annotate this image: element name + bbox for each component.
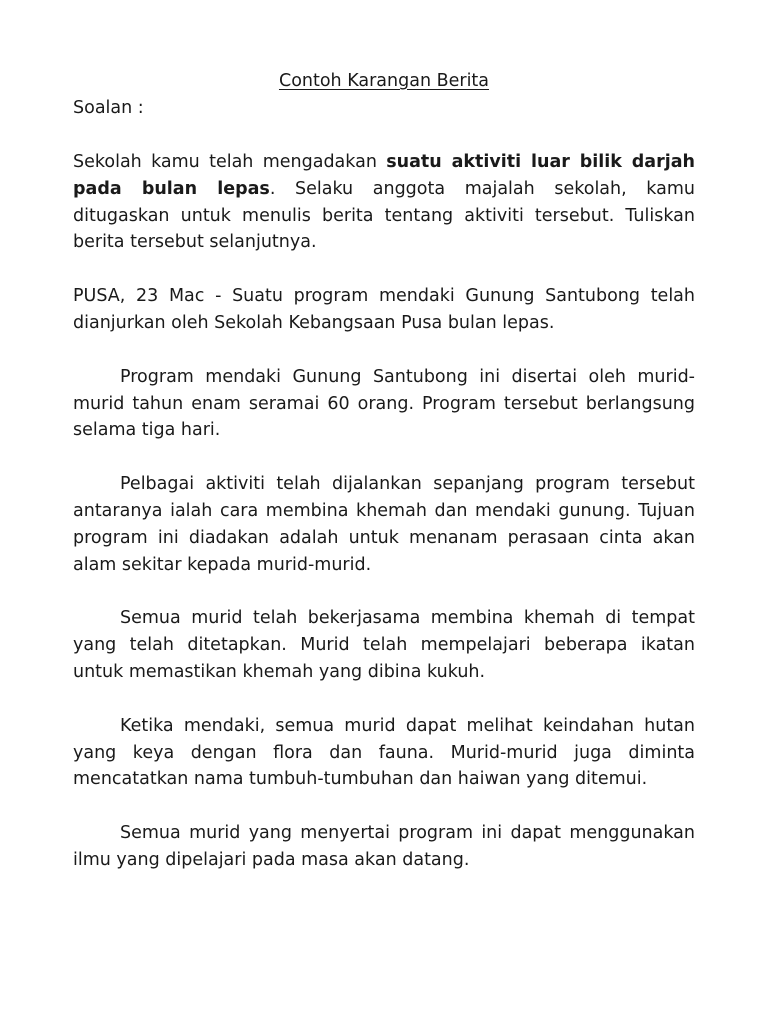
document-page [73,68,695,901]
news-paragraph-2: Pelbagai aktiviti telah dijalankan sepanjang program tersebut antaranya ialah cara membina khemah dan mendaki gunung. Tujuan program ini diadakan adalah untuk menanam perasaan cinta akan alam sekitar kepada murid-murid. [73,474,695,575]
news-paragraph-5: Semua murid yang menyertai program ini dapat menggunakan ilmu yang dipelajari pada masa akan datang. [73,823,695,870]
news-paragraph-1: Program mendaki Gunung Santubong ini disertai oleh murid-murid tahun enam seramai 60 orang. Program tersebut berlangsung selama tiga hari. [73,366,695,441]
question-part1: Sekolah kamu telah mengadakan [73,152,387,172]
news-lead: PUSA, 23 Mac - Suatu program mendaki Gunung Santubong telah dianjurkan oleh Sekolah Kebangsaan Pusa bulan lepas. [73,286,695,333]
document-title: Contoh Karangan Berita [278,71,490,91]
question-text [73,149,695,256]
question-label: Soalan : [73,98,144,118]
question-bold: suatu aktiviti luar bilik darjah pada bulan lepas [73,152,695,199]
question-part2: . Selaku anggota majalah sekolah, kamu ditugaskan untuk menulis berita tentang aktiviti tersebut. Tuliskan berita tersebut selanjutnya. [73,178,695,253]
news-paragraph-4: Ketika mendaki, semua murid dapat melihat keindahan hutan yang keya dengan flora dan fauna. Murid-murid juga diminta mencatatkan nama tumbuh-tumbuhan dan haiwan yang ditemui. [73,715,695,790]
news-paragraph-3: Semua murid telah bekerjasama membina khemah di tempat yang telah ditetapkan. Murid telah mempelajari beberapa ikatan untuk memastikan khemah yang dibina kukuh. [73,608,695,682]
